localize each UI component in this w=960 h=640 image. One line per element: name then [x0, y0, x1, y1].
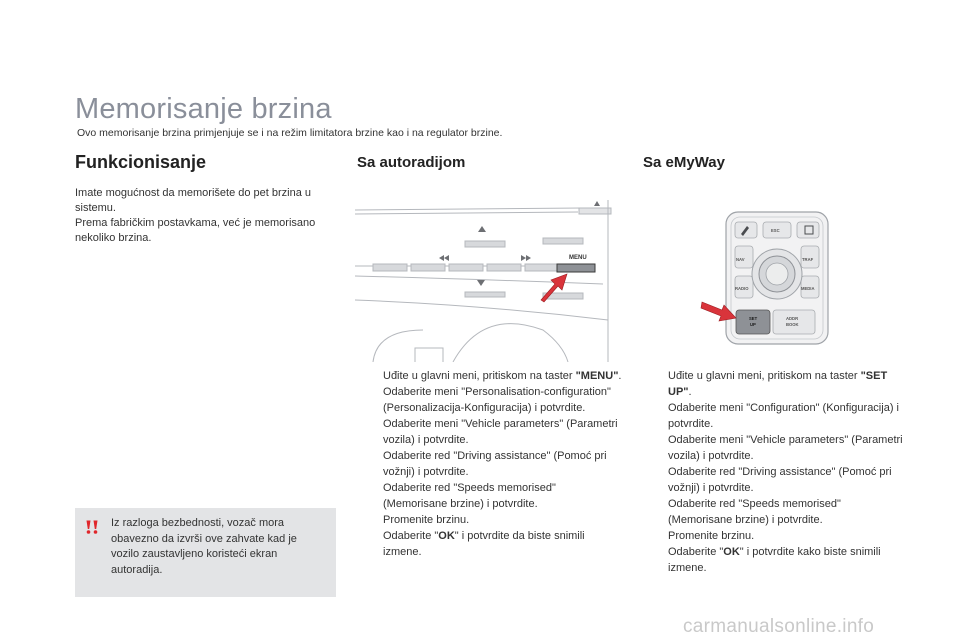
step-item: Promenite brzinu. — [383, 514, 470, 526]
section-heading-funkcionisanje: Funkcionisanje — [75, 152, 207, 172]
autoradio-illustration — [353, 180, 615, 362]
step-item: Odaberite red "Driving assistance" (Pomoć pri vožnji) i potvrdite. — [383, 450, 607, 478]
warning-box — [75, 508, 336, 597]
step-item: Promenite brzinu. — [668, 530, 755, 542]
step-item: Odaberite meni "Configuration" (Konfiguracija) i potvrdite. — [668, 402, 899, 430]
emyway-traf-label: TRAF — [802, 257, 814, 262]
step-item: Odaberite "OK" i potvrdite da biste snimili izmene. — [383, 530, 585, 558]
funkcionisanje-paragraph-2: Prema fabričkim postavkama, već je memorisano nekoliko brzina. — [75, 217, 316, 244]
intro-text: Ovo memorisanje brzina primjenjuje se i na režim limitatora brzine kao i na regulator brzine. — [77, 127, 503, 139]
emyway-nav-label: NAV — [736, 257, 745, 262]
step-item: Odaberite red "Speeds memorised" (Memorisane brzine) i potvrdite. — [668, 498, 841, 526]
section-heading-emyway: Sa eMyWay — [643, 154, 725, 171]
step-item: Odaberite meni "Vehicle parameters" (Parametri vozila) i potvrdite. — [383, 418, 618, 446]
autoradio-steps — [363, 368, 623, 560]
emyway-media-label: MEDIA — [801, 286, 815, 291]
step-item: Odaberite meni "Vehicle parameters" (Parametri vozila) i potvrdite. — [668, 434, 903, 462]
step-item: Odaberite "OK" i potvrdite kako biste snimili izmene. — [668, 546, 881, 574]
autoradio-menu-label: MENU — [569, 255, 587, 261]
emyway-up-label: UP — [750, 322, 756, 327]
watermark: carmanualsonline.info — [683, 616, 875, 637]
emyway-radio-label: RADIO — [735, 286, 749, 291]
step-item: Odaberite red "Speeds memorised" (Memorisane brzine) i potvrdite. — [383, 482, 556, 510]
step-item: Odaberite meni "Personalisation-configuration" (Personalizacija-Konfiguracija) i potvrdite. — [383, 386, 611, 414]
emyway-addr-label: ADDR — [786, 316, 799, 321]
emyway-set-label: SET — [749, 316, 758, 321]
emyway-illustration — [700, 202, 840, 362]
funkcionisanje-paragraph-1: Imate mogućnost da memorišete do pet brzina u sistemu. — [75, 187, 312, 214]
warning-exclamation-icon — [84, 519, 100, 535]
section-heading-autoradio: Sa autoradijom — [357, 154, 466, 171]
emyway-steps — [648, 368, 908, 576]
emyway-esc-label: ESC — [771, 228, 780, 233]
emyway-book-label: BOOK — [786, 322, 799, 327]
funkcionisanje-text — [75, 186, 335, 246]
step-item: Odaberite red "Driving assistance" (Pomoć pri vožnji) i potvrdite. — [668, 466, 892, 494]
step-item: Uđite u glavni meni, pritiskom na taster "SET UP". — [668, 370, 888, 398]
step-item: Uđite u glavni meni, pritiskom na taster "MENU". — [383, 370, 622, 382]
page-title: Memorisanje brzina — [75, 93, 332, 125]
warning-text: Iz razloga bezbednosti, vozač mora obavezno da izvrši ove zahvate kad je vozilo zaustavljeno koristeći ekran autoradija. — [111, 517, 297, 576]
